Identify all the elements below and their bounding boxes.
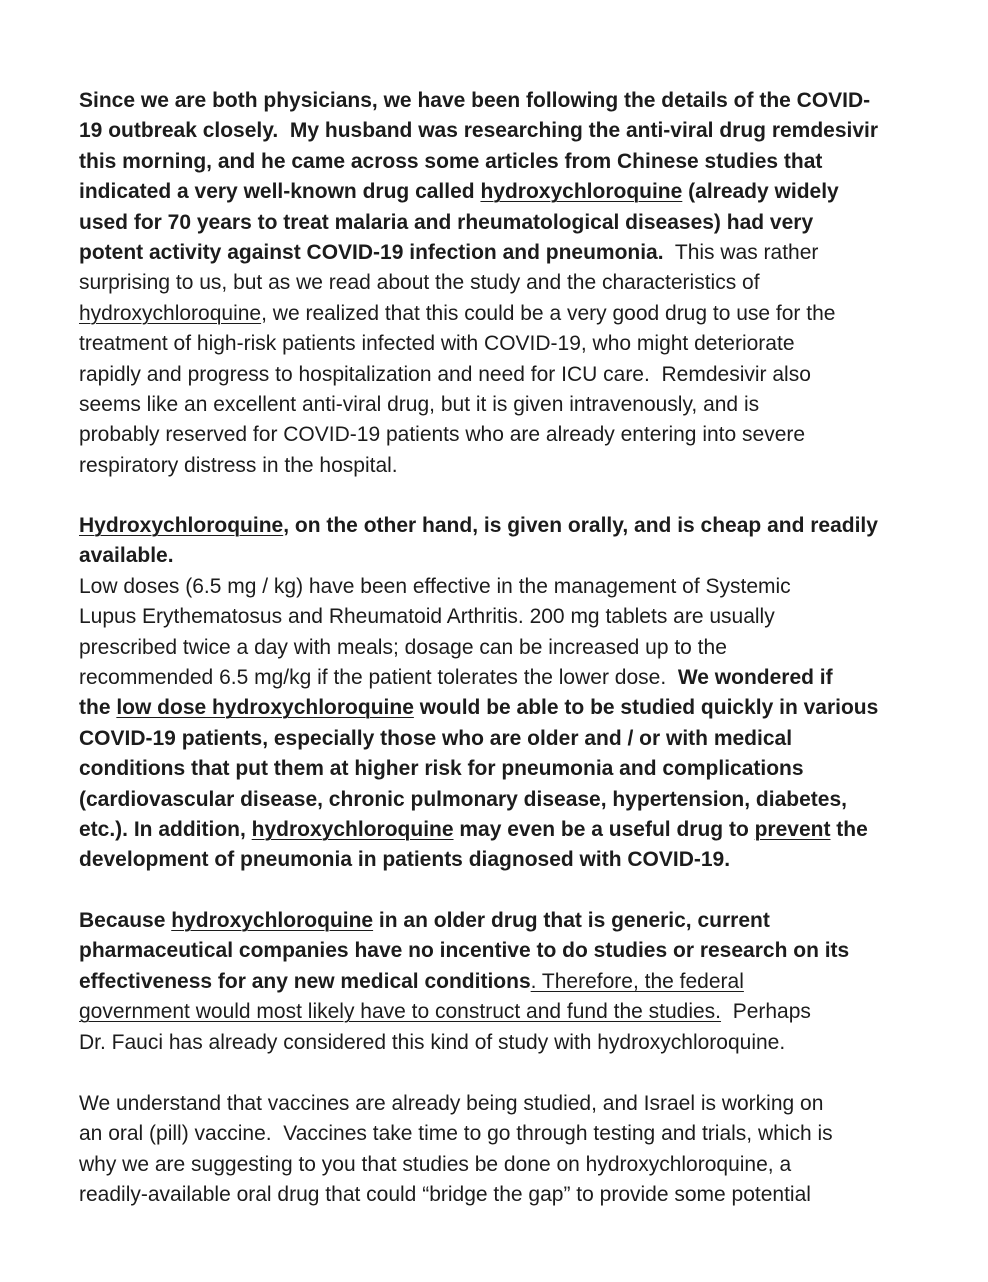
text-line xyxy=(79,906,770,936)
text-line xyxy=(79,1028,785,1058)
text-line xyxy=(79,693,878,723)
text-run: Low doses (6.5 mg / kg) have been effective in the management of Systemic xyxy=(79,574,791,598)
text-line xyxy=(79,815,868,845)
text-run: COVID-19 patients, especially those who are older and / or with medical xyxy=(79,726,793,750)
text-run: Dr. Fauci has already considered this kind of study with hydroxychloroquine. xyxy=(79,1030,786,1054)
text-line xyxy=(79,997,811,1027)
text-line xyxy=(79,238,818,268)
text-line xyxy=(79,420,805,450)
underlined-text: low dose hydroxychloroquine xyxy=(116,696,414,720)
text-line xyxy=(79,360,811,390)
text-line xyxy=(79,633,727,663)
text-line xyxy=(79,86,870,116)
text-line xyxy=(79,936,849,966)
text-run: available. xyxy=(79,544,174,568)
text-run: pharmaceutical companies have no incentive to do studies or research on its xyxy=(79,939,850,963)
text-line xyxy=(79,451,398,481)
text-line xyxy=(79,299,835,329)
text-run: indicated a very well-known drug called xyxy=(79,180,481,204)
text-run: (cardiovascular disease, chronic pulmonary disease, hypertension, diabetes, xyxy=(79,787,847,811)
text-line xyxy=(79,1119,833,1149)
text-line xyxy=(79,1180,811,1210)
text-line xyxy=(79,390,759,420)
underlined-text: hydroxychloroquine xyxy=(480,180,683,204)
text-run: the xyxy=(830,818,868,841)
text-run: why we are suggesting to you that studies be done on hydroxychloroquine, a xyxy=(79,1152,792,1176)
text-line xyxy=(79,116,878,146)
underlined-text: hydroxychloroquine xyxy=(79,301,262,325)
text-run: development of pneumonia in patients diagnosed with COVID-19. xyxy=(79,848,731,872)
text-line xyxy=(79,602,775,632)
text-run: We wondered if xyxy=(677,666,833,689)
text-line xyxy=(79,572,791,602)
text-run: , on the other hand, is given orally, and is cheap and readily xyxy=(283,514,878,537)
underlined-text: . Therefore, the federal xyxy=(530,969,744,993)
text-run: prescribed twice a day with meals; dosage can be increased up to the xyxy=(79,635,727,659)
underlined-text: Hydroxychloroquine xyxy=(79,514,284,537)
text-line xyxy=(79,967,744,997)
text-run: the xyxy=(79,696,117,720)
text-line xyxy=(79,754,804,784)
text-line xyxy=(79,268,760,298)
text-run: Lupus Erythematosus and Rheumatoid Arthritis. 200 mg tablets are usually xyxy=(79,605,775,629)
text-run: may even be a useful drug to xyxy=(453,818,755,841)
text-line xyxy=(79,511,878,541)
underlined-text: government would most likely have to construct and fund the studies. xyxy=(79,1000,722,1024)
text-run: Since we are both physicians, we have been following the details of the COVID- xyxy=(79,89,871,112)
text-line xyxy=(79,147,822,177)
text-run: used for 70 years to treat malaria and rheumatological diseases) had very xyxy=(79,210,814,234)
text-line xyxy=(79,177,839,207)
text-line xyxy=(79,208,813,238)
text-run: would be able to be studied quickly in various xyxy=(413,696,879,720)
text-run: recommended 6.5 mg/kg if the patient tolerates the lower dose. xyxy=(79,666,678,689)
text-run: conditions that put them at higher risk for pneumonia and complications xyxy=(79,757,804,781)
text-line xyxy=(79,329,795,359)
text-line xyxy=(79,724,792,754)
text-run: etc.). In addition, xyxy=(79,818,252,841)
text-run: surprising to us, but as we read about the study and the characteristics of xyxy=(79,271,760,295)
text-run: (already widely xyxy=(682,180,839,204)
text-run: readily-available oral drug that could “bridge the gap” to provide some potential xyxy=(79,1183,811,1207)
text-run: We understand that vaccines are already being studied, and Israel is working on xyxy=(79,1092,824,1115)
text-run: This was rather xyxy=(663,241,819,264)
text-run: rapidly and progress to hospitalization and need for ICU care. Remdesivir also xyxy=(79,362,811,386)
text-line xyxy=(79,845,730,875)
underlined-text: prevent xyxy=(754,818,831,841)
text-run: potent activity against COVID-19 infection and pneumonia. xyxy=(79,241,664,264)
text-line xyxy=(79,663,833,693)
text-line xyxy=(79,541,174,571)
text-run: seems like an excellent anti-viral drug, but it is given intravenously, and is xyxy=(79,393,760,416)
text-run: Perhaps xyxy=(721,1000,811,1024)
text-run: respiratory distress in the hospital. xyxy=(79,453,398,477)
text-line xyxy=(79,1150,791,1180)
text-run: effectiveness for any new medical conditions xyxy=(79,969,531,993)
text-run: in an older drug that is generic, current xyxy=(373,909,770,932)
text-run: probably reserved for COVID-19 patients who are already entering into severe xyxy=(79,423,806,447)
text-run: this morning, and he came across some articles from Chinese studies that xyxy=(79,149,823,173)
text-run: 19 outbreak closely. My husband was researching the anti-viral drug remdesivir xyxy=(79,119,879,143)
text-run: Because xyxy=(79,909,172,932)
text-line xyxy=(79,785,847,815)
text-run: treatment of high-risk patients infected with COVID-19, who might deteriorate xyxy=(79,332,795,356)
text-run: an oral (pill) vaccine. Vaccines take time to go through testing and trials, which is xyxy=(79,1122,833,1146)
text-run: , we realized that this could be a very good drug to use for the xyxy=(261,301,836,325)
text-line xyxy=(79,1089,823,1119)
underlined-text: hydroxychloroquine xyxy=(251,818,454,841)
underlined-text: hydroxychloroquine xyxy=(171,909,374,932)
